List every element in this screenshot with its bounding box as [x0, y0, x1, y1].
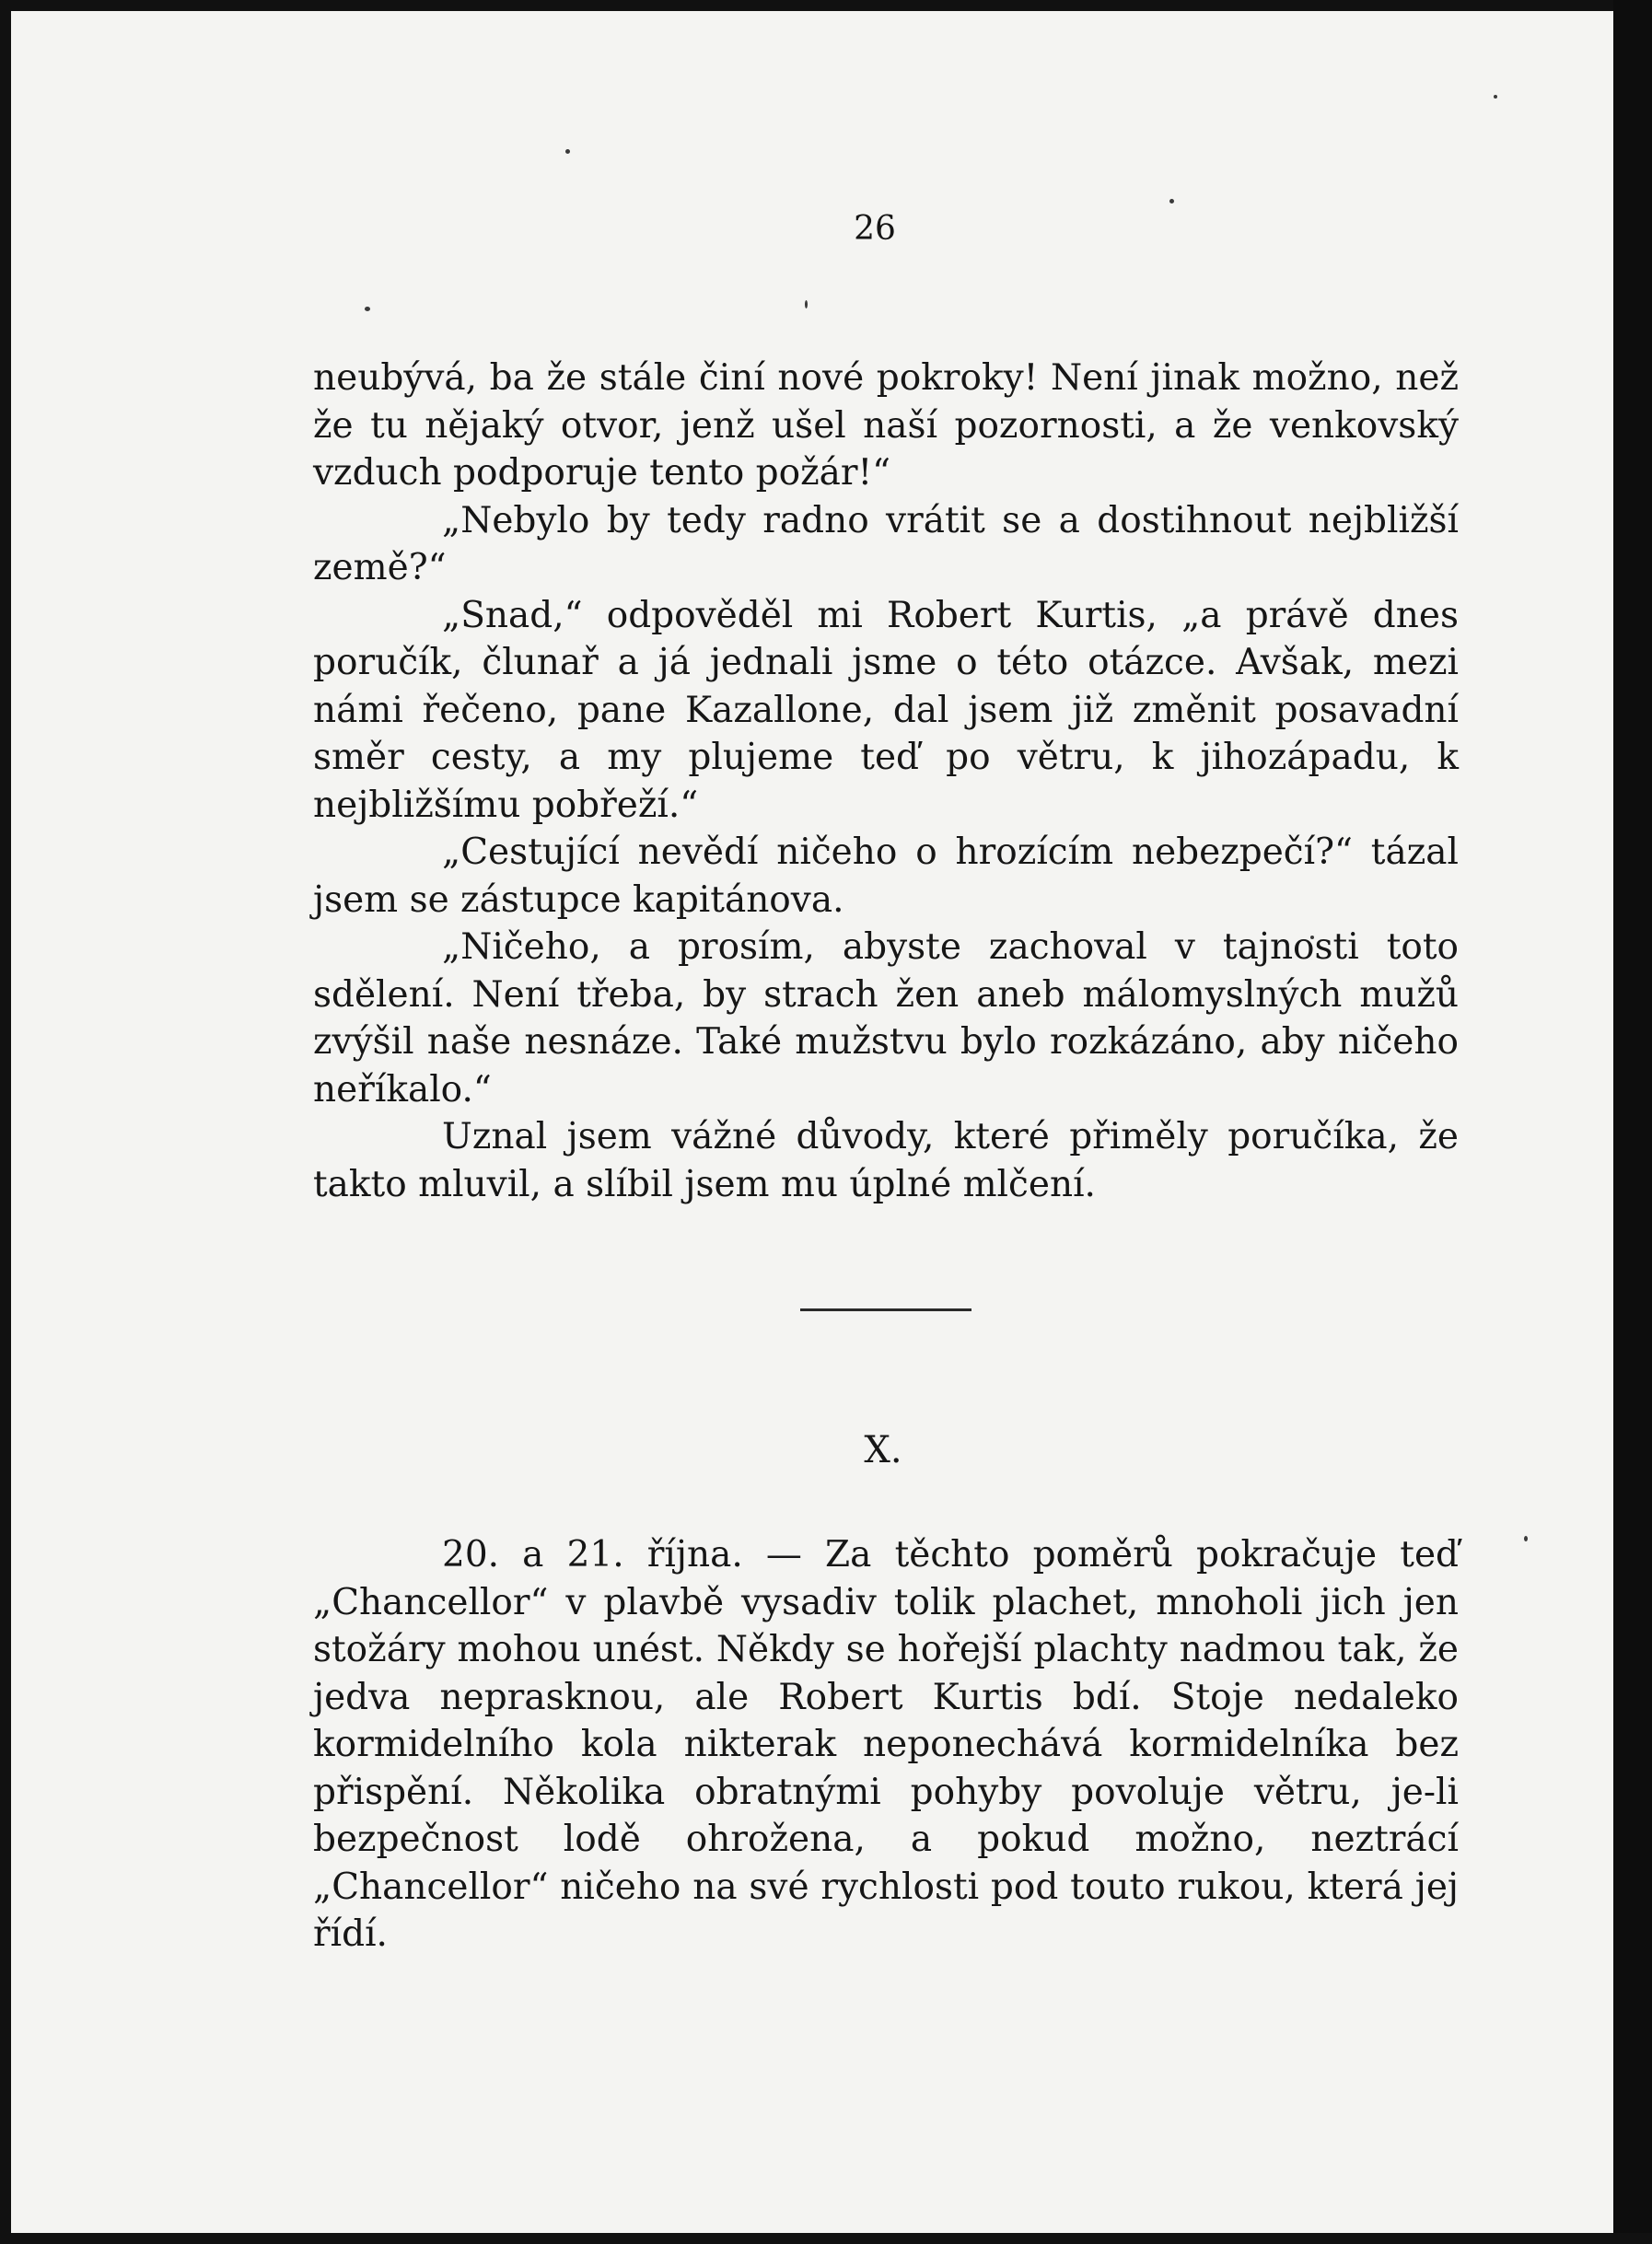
- dust-speck: [565, 149, 570, 154]
- paragraph: Uznal jsem vážné důvody, které přiměly poručíka, že takto mluvil, a slíbil jsem mu úplné mlčení.: [313, 1116, 1459, 1205]
- body-text: [313, 355, 1459, 1208]
- paragraph: 20. a 21. října. — Za těchto poměrů pokračuje teď „Chancellor“ v plavbě vysadiv tolik plachet, mnoholi jich jen stožáry mohou unést. Někdy se hořejší plachty nadmou tak, že jedva neprasknou, ale Robert Kurtis bdí. Stoje nedaleko kormidelního kola nikterak neponechává kormidelníka bez přispění. Několika obratnými pohyby povoluje větru, je-li bezpečnost lodě ohrožena, a pokud možno, neztrácí „Chancellor“ ničeho na své rychlosti pod touto rukou, která jej řídí.: [313, 1534, 1459, 1955]
- page-number: 26: [854, 210, 896, 248]
- scan-border-bottom: [0, 2233, 1652, 2244]
- section-separator-rule: [800, 1308, 971, 1311]
- dust-speck: [1524, 1536, 1528, 1541]
- scan-border-right: [1613, 0, 1652, 2244]
- chapter-text: [313, 1531, 1459, 1959]
- chapter-heading: X.: [864, 1429, 902, 1471]
- paragraph: „Ničeho, a prosím, abyste zachoval v tajnosti toto sdělení. Není třeba, by strach žen aneb málomyslných mužů zvýšil naše nesnáze. Také mužstvu bylo rozkázáno, aby ničeho neříkalo.“: [313, 926, 1459, 1110]
- scan-border-left: [0, 0, 11, 2244]
- dust-speck: [1169, 199, 1174, 203]
- paragraph: „Cestující nevědí ničeho o hrozícím nebezpečí?“ tázal jsem se zástupce kapitánova.: [313, 831, 1459, 921]
- paragraph: „Nebylo by tedy radno vrátit se a dostihnout nejbližší země?“: [313, 499, 1459, 588]
- dust-speck: [805, 300, 808, 308]
- paragraph: neubývá, ba že stále činí nové pokroky! Není jinak možno, než že tu nějaký otvor, jenž ušel naší pozornosti, a že venkovský vzduch podporuje tento požár!“: [313, 357, 1459, 494]
- dust-speck: [365, 307, 370, 311]
- dust-speck: [1494, 95, 1497, 99]
- paragraph: „Snad,“ odpověděl mi Robert Kurtis, „a právě dnes poručík, člunař a já jednali jsme o této otázce. Avšak, mezi námi řečeno, pane Kazallone, dal jsem již změnit posavadní směr cesty, a my plujeme teď po větru, k jihozápadu, k nejbližšímu pobřeží.“: [313, 594, 1459, 826]
- scan-border-top: [0, 0, 1652, 11]
